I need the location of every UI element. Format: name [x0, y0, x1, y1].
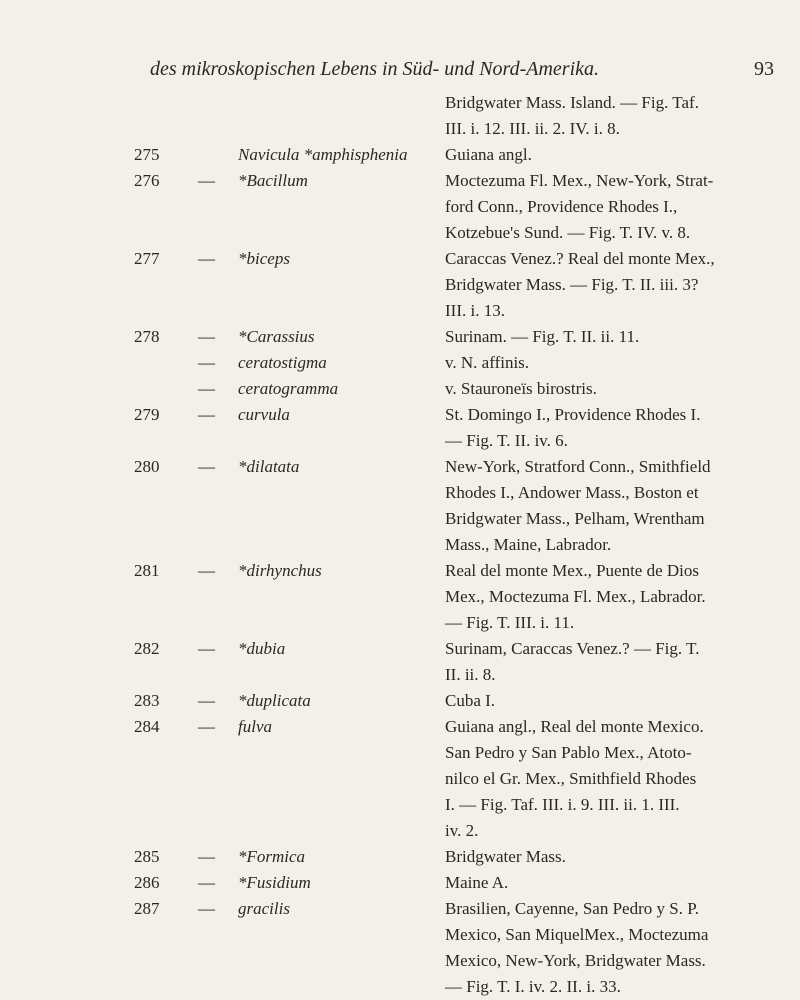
species-name: *biceps [238, 249, 290, 268]
species-entry [0, 636, 800, 688]
species-name: *Fusidium [238, 873, 311, 892]
species-name: *duplicata [238, 691, 311, 710]
locality-line: — Fig. T. II. iv. 6. [445, 431, 568, 450]
genus-ditto-dash: — [198, 353, 215, 372]
locality-line: ford Conn., Providence Rhodes I., [445, 197, 678, 216]
species-entry [0, 558, 800, 636]
species-name: *dirhynchus [238, 561, 322, 580]
entry-number: 279 [134, 405, 160, 424]
genus-ditto-dash: — [198, 717, 215, 736]
locality-line: Guiana angl., Real del monte Mexico. [445, 717, 704, 736]
genus-ditto-dash: — [198, 847, 215, 866]
locality-line: Real del monte Mex., Puente de Dios [445, 561, 700, 580]
locality-text [445, 636, 765, 688]
locality-text [445, 844, 765, 870]
genus-ditto-dash: — [198, 249, 215, 268]
species-name: *Formica [238, 847, 306, 866]
entry-number: 277 [134, 249, 160, 268]
locality-line: Surinam. — Fig. T. II. ii. 11. [445, 327, 640, 346]
entry-number: 286 [134, 873, 160, 892]
locality-line: — Fig. T. III. i. 11. [445, 613, 575, 632]
species-entry [0, 350, 800, 376]
entry-number: 285 [134, 847, 160, 866]
entry-number [0, 350, 198, 376]
locality-line: Bridgwater Mass., Pelham, Wrentham [445, 509, 705, 528]
species-name: *Bacillum [238, 171, 308, 190]
genus-ditto-dash: — [198, 561, 215, 580]
locality-line: Kotzebue's Sund. — Fig. T. IV. v. 8. [445, 223, 691, 242]
locality-text [445, 558, 765, 636]
species-name: *Carassius [238, 327, 315, 346]
locality-line: Moctezuma Fl. Mex., New-York, Strat- [445, 171, 714, 190]
locality-text [445, 402, 765, 454]
entry-number: 275 [134, 145, 160, 164]
genus-ditto-dash: — [198, 639, 215, 658]
entry-number: 278 [134, 327, 160, 346]
species-entry [0, 714, 800, 844]
species-entry [0, 870, 800, 896]
locality-text [445, 688, 765, 714]
locality-line: Mass., Maine, Labrador. [445, 535, 612, 554]
locality-line: v. Stauroneïs birostris. [445, 379, 597, 398]
genus-ditto-dash: — [198, 691, 215, 710]
locality-text [445, 350, 765, 376]
locality-line: Mexico, New-York, Bridgwater Mass. [445, 951, 706, 970]
species-name: ceratostigma [238, 353, 327, 372]
locality-line: Mex., Moctezuma Fl. Mex., Labrador. [445, 587, 706, 606]
locality-text [445, 714, 765, 844]
species-name: Navicula *amphisphenia [238, 145, 408, 164]
genus-ditto-dash [198, 142, 238, 168]
genus-ditto-dash: — [198, 171, 215, 190]
locality-line: New-York, Stratford Conn., Smithfield [445, 457, 711, 476]
genus-ditto-dash: — [198, 457, 215, 476]
genus-ditto-dash: — [198, 379, 215, 398]
entry-number: 284 [134, 717, 160, 736]
locality-text [445, 142, 765, 168]
species-entry [0, 844, 800, 870]
locality-text [445, 454, 765, 558]
species-entry [0, 324, 800, 350]
entry-number [0, 376, 198, 402]
species-name: curvula [238, 405, 290, 424]
locality-text [445, 324, 765, 350]
species-entry [0, 896, 800, 1000]
locality-line: Maine A. [445, 873, 509, 892]
entry-number: 280 [134, 457, 160, 476]
locality-text [445, 168, 765, 246]
genus-ditto-dash: — [198, 899, 215, 918]
locality-line: — Fig. T. I. iv. 2. II. i. 33. [445, 977, 621, 996]
genus-ditto-dash: — [198, 873, 215, 892]
genus-ditto-dash: — [198, 405, 215, 424]
page-number: 93 [754, 58, 774, 80]
locality-line: Brasilien, Cayenne, San Pedro y S. P. [445, 899, 700, 918]
locality-line: Rhodes I., Andower Mass., Boston et [445, 483, 699, 502]
species-name: *dilatata [238, 457, 300, 476]
species-name: gracilis [238, 899, 290, 918]
locality-line: I. — Fig. Taf. III. i. 9. III. ii. 1. III. [445, 795, 680, 814]
species-entry [0, 402, 800, 454]
species-list [0, 90, 800, 1000]
locality-line: Guiana angl. [445, 145, 532, 164]
locality-line: Cuba I. [445, 691, 496, 710]
locality-line: v. N. affinis. [445, 353, 530, 372]
species-name: fulva [238, 717, 272, 736]
locality-line: Bridgwater Mass. [445, 847, 566, 866]
genus-ditto-dash: — [198, 327, 215, 346]
locality-text [445, 896, 765, 1000]
lead-entry [0, 90, 800, 142]
species-entry [0, 246, 800, 324]
running-title: des mikroskopischen Lebens in Süd- und Nord-Amerika. [150, 58, 600, 80]
locality-line: iv. 2. [445, 821, 479, 840]
entry-number: 282 [134, 639, 160, 658]
species-entry [0, 454, 800, 558]
entry-number: 287 [134, 899, 160, 918]
locality-line: III. i. 13. [445, 301, 505, 320]
entry-number: 276 [134, 171, 160, 190]
species-name: ceratogramma [238, 379, 339, 398]
species-name: *dubia [238, 639, 286, 658]
locality-line: Bridgwater Mass. — Fig. T. II. iii. 3? [445, 275, 699, 294]
locality-line: II. ii. 8. [445, 665, 496, 684]
species-entry [0, 142, 800, 168]
locality-line: III. i. 12. III. ii. 2. IV. i. 8. [445, 119, 620, 138]
lead-locality [445, 90, 765, 142]
locality-text [445, 376, 765, 402]
locality-text [445, 246, 765, 324]
species-entry [0, 168, 800, 246]
locality-line: nilco el Gr. Mex., Smithfield Rhodes [445, 769, 697, 788]
entry-number: 281 [134, 561, 160, 580]
locality-line: San Pedro y San Pablo Mex., Atoto- [445, 743, 692, 762]
locality-line: Surinam, Caraccas Venez.? — Fig. T. [445, 639, 700, 658]
species-entry [0, 688, 800, 714]
locality-line: Mexico, San MiquelMex., Moctezuma [445, 925, 709, 944]
running-header [0, 58, 800, 84]
locality-line: St. Domingo I., Providence Rhodes I. [445, 405, 701, 424]
species-entry [0, 376, 800, 402]
entry-number: 283 [134, 691, 160, 710]
locality-line: Bridgwater Mass. Island. — Fig. Taf. [445, 93, 699, 112]
locality-text [445, 870, 765, 896]
locality-line: Caraccas Venez.? Real del monte Mex., [445, 249, 715, 268]
